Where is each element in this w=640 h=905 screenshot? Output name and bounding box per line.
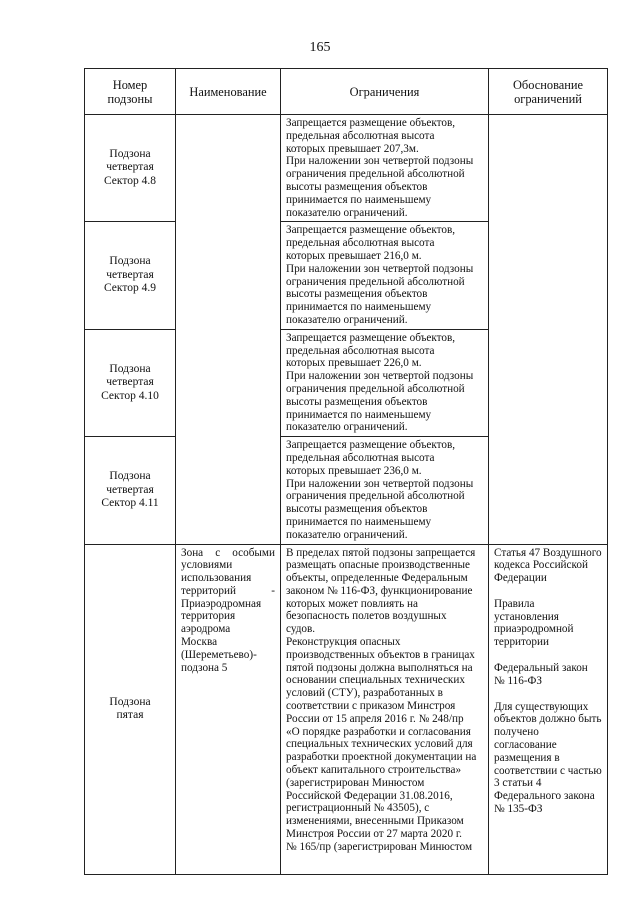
restrictions-table <box>84 68 608 875</box>
text-line: Подзона <box>109 147 151 160</box>
table-row <box>85 115 608 222</box>
table-row <box>85 544 608 874</box>
text-line: При наложении зон четвертой подзоны <box>286 477 474 490</box>
text-line: При наложении зон четвертой подзоны <box>286 155 474 168</box>
text-line: согласование <box>494 739 557 752</box>
text-line: соответствии с приказом Минстроя <box>286 700 456 713</box>
restrictions-cell <box>281 329 489 436</box>
text-line: При наложении зон четвертой подзоны <box>286 370 474 383</box>
text-line: предельная абсолютная высота <box>286 129 435 142</box>
text-line: Минстроя России от 27 марта 2020 г. <box>286 828 462 841</box>
text-line: принимается по наименьшему <box>286 193 432 206</box>
text-line: (Шереметьево)- <box>181 648 257 661</box>
restrictions-cell <box>281 115 489 222</box>
text-line: Запрещается размещение объектов, <box>286 117 456 129</box>
text-line: территория <box>181 610 236 623</box>
text-line: получено <box>494 726 539 739</box>
paragraph-gap <box>494 649 602 662</box>
text-line: 3 статьи 4 <box>494 777 542 790</box>
text-line: изменениями, внесенными Приказом <box>286 815 464 828</box>
text-line: аэродрома <box>181 623 231 636</box>
text-line: предельная абсолютная высота <box>286 237 435 250</box>
zone-cell <box>85 329 176 436</box>
text-line: соответствии с частью <box>494 764 602 777</box>
text-line: Российской Федерации 31.08.2016, <box>286 789 453 802</box>
text-line: безопасность полетов воздушных <box>286 610 447 623</box>
text-line: показателю ограничений. <box>286 528 408 541</box>
restrictions-cell <box>281 544 489 874</box>
text-line: № 135-ФЗ <box>494 803 543 816</box>
paragraph-gap <box>494 585 602 598</box>
text-line: высоты размещения объектов <box>286 288 428 301</box>
text-line: Реконструкция опасных <box>286 636 401 649</box>
text-line: территорий - <box>181 584 275 597</box>
zone-cell <box>85 115 176 222</box>
text-line: Москва <box>181 636 218 649</box>
justification-cell <box>489 544 608 874</box>
text-line: законом № 116-ФЗ, функционирование <box>286 584 473 597</box>
text-line: Сектор 4.10 <box>101 389 159 402</box>
text-line: «О порядке разработки и согласования <box>286 725 471 738</box>
header-name: Наименование <box>176 69 281 115</box>
text-line: Запрещается размещение объектов, <box>286 439 456 452</box>
text-line: которых превышает 236,0 м. <box>286 464 422 477</box>
text-line: размещать опасные производственные <box>286 559 470 572</box>
text-line: Подзона <box>109 255 151 268</box>
header-zone-number <box>85 69 176 115</box>
header-restrictions: Ограничения <box>281 69 489 115</box>
text-line: Для существующих <box>494 700 589 713</box>
text-line: пятая <box>116 709 144 721</box>
text-line: предельная абсолютная высота <box>286 451 435 464</box>
text-line: Запрещается размещение объектов, <box>286 224 456 237</box>
text-line: принимается по наименьшему <box>286 408 432 421</box>
text-line: четвертая <box>106 268 154 281</box>
text-line: показателю ограничений. <box>286 206 408 219</box>
text-line: ограничений <box>514 91 582 106</box>
text-line: пятой подзоны должна выполняться на <box>286 661 473 674</box>
text-line: Подзона <box>109 470 151 483</box>
text-line: которых может повлиять на <box>286 597 418 610</box>
text-line: Номер <box>112 77 148 92</box>
text-line: Запрещается размещение объектов, <box>286 331 456 344</box>
zone-cell <box>85 437 176 544</box>
text-line: Обоснование <box>512 77 584 92</box>
text-line: России от 15 апреля 2016 г. № 248/пр <box>286 712 464 725</box>
text-line: Зона с особыми <box>181 546 275 559</box>
text-line: Статья 47 Воздушного <box>494 546 602 559</box>
text-line: Правила установления <box>494 597 559 623</box>
zone-cell <box>85 544 176 874</box>
text-line: условиями <box>181 559 233 572</box>
text-line: которых превышает 226,0 м. <box>286 357 422 370</box>
text-line: ограничения предельной абсолютной <box>286 168 465 181</box>
text-line: условий (СТУ), разработанных в <box>286 687 443 700</box>
text-line: № 116-ФЗ <box>494 674 543 687</box>
paragraph-gap <box>494 688 602 701</box>
text-line: использования <box>181 572 252 585</box>
text-line: подзона 5 <box>181 661 228 674</box>
text-line: четвертая <box>106 161 154 174</box>
text-line: Федеральный закон <box>494 662 588 675</box>
text-line: Сектор 4.8 <box>104 174 156 187</box>
text-line: объектов должно быть <box>494 713 602 726</box>
text-line: Федерального закона <box>494 790 595 803</box>
text-line: которых превышает 216,0 м. <box>286 249 422 262</box>
text-line: Подзона <box>109 362 151 375</box>
name-cell <box>176 544 281 874</box>
text-line: кодекса Российской <box>494 559 588 572</box>
restrictions-cell <box>281 437 489 544</box>
text-line: ограничения предельной абсолютной <box>286 275 465 288</box>
text-line: специальных технических условий для <box>286 738 473 751</box>
text-line: Сектор 4.9 <box>104 282 156 295</box>
text-line: При наложении зон четвертой подзоны <box>286 262 474 275</box>
text-line: четвертая <box>106 483 154 496</box>
zone-cell <box>85 222 176 329</box>
text-line: Подзона <box>109 695 151 708</box>
text-line: разработки проектной документации на <box>286 751 477 764</box>
text-line: высоты размещения объектов <box>286 395 428 408</box>
text-line: № 165/пр (зарегистрирован Минюстом <box>286 840 473 853</box>
text-line: Федерации <box>494 572 547 585</box>
text-line: высоты размещения объектов <box>286 180 428 193</box>
text-line: производственных объектов в границах <box>286 648 475 661</box>
text-line: предельная абсолютная высота <box>286 344 435 357</box>
text-line: четвертая <box>106 376 154 389</box>
restrictions-cell <box>281 222 489 329</box>
text-line: основании специальных технических <box>286 674 465 687</box>
text-line: принимается по наименьшему <box>286 515 432 528</box>
text-line: судов. <box>286 623 316 636</box>
justification-cell-empty <box>489 115 608 545</box>
text-line: принимается по наименьшему <box>286 301 432 314</box>
text-line: приаэродромной <box>494 623 574 636</box>
text-line: подзоны <box>107 91 153 106</box>
header-justification <box>489 69 608 115</box>
text-line: которых превышает 207,3м. <box>286 142 419 155</box>
text-line: Приаэродромная <box>181 597 262 610</box>
text-line: Сектор 4.11 <box>101 497 159 510</box>
text-line: показателю ограничений. <box>286 313 408 326</box>
text-line: размещения в <box>494 751 560 764</box>
text-line: ограничения предельной абсолютной <box>286 490 465 503</box>
page-number: 165 <box>309 40 331 55</box>
text-line: ограничения предельной абсолютной <box>286 382 465 395</box>
text-line: объект капитального строительства» <box>286 764 462 777</box>
text-line: высоты размещения объектов <box>286 503 428 516</box>
text-line: (зарегистрирован Минюстом <box>286 776 425 789</box>
text-line: регистрационный № 43505), с <box>286 802 430 815</box>
name-cell-empty <box>176 115 281 545</box>
table-header-row <box>85 69 608 115</box>
text-line: территории <box>494 636 549 649</box>
text-line: В пределах пятой подзоны запрещается <box>286 546 476 559</box>
text-line: показателю ограничений. <box>286 421 408 434</box>
text-line: объекты, определенные Федеральным <box>286 572 468 585</box>
